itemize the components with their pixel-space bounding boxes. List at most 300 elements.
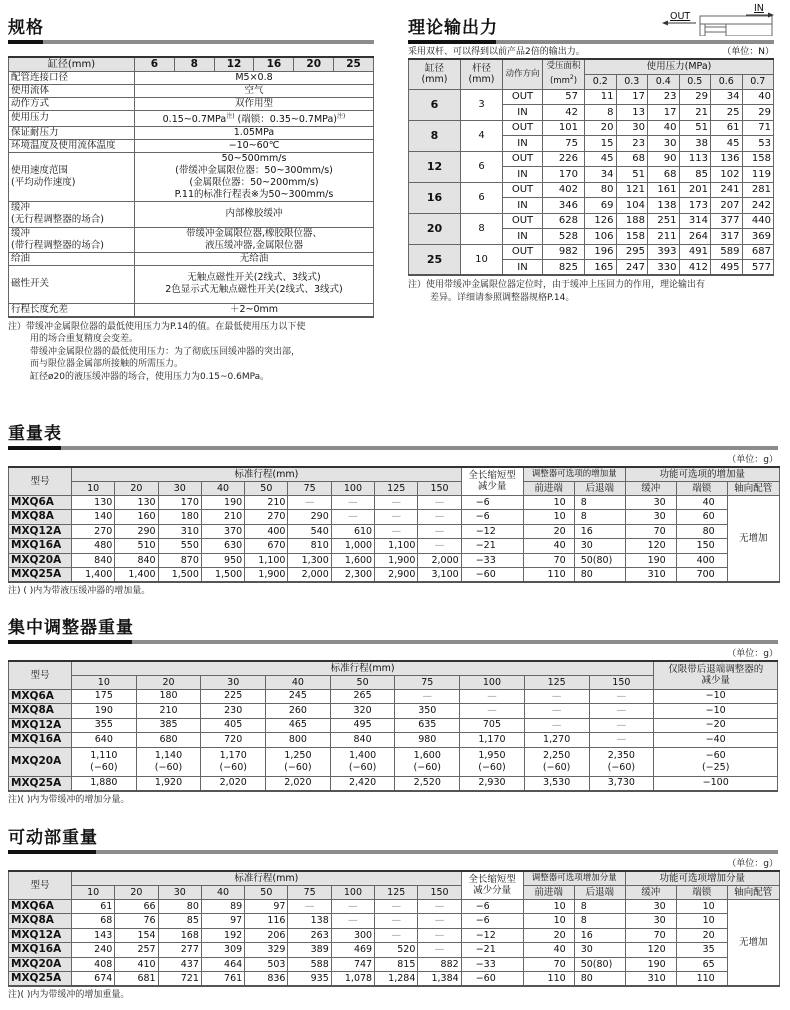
force-cell: 138 xyxy=(648,198,680,214)
stroke-col-header: 150 xyxy=(418,481,461,495)
function-option-header: 功能可选项的增加量 xyxy=(625,467,779,481)
output-note-line: 注）使用带缓冲金属限位器定位时，由于缓冲上压回力的作用，理论输出有 xyxy=(408,280,706,290)
adjuster-sub-header: 后退端 xyxy=(574,481,625,495)
force-cell: 136 xyxy=(711,151,743,167)
value-cell: — xyxy=(418,495,461,510)
axial-cell: 无增加 xyxy=(727,495,779,582)
value-cell: 950 xyxy=(201,553,244,568)
area-cell: 982 xyxy=(543,244,585,260)
force-cell: 8 xyxy=(585,105,617,121)
spec-bore-header: 16 xyxy=(254,57,294,71)
value-cell: — xyxy=(418,928,461,943)
cushion-cell: 70 xyxy=(625,928,676,943)
area-cell: 42 xyxy=(543,105,585,121)
output-row xyxy=(409,213,774,229)
spec-bore-header: 6 xyxy=(135,57,175,71)
value-cell: 674 xyxy=(72,972,115,987)
reduce-cell: −60 (−25) xyxy=(654,747,778,776)
lock-cell: 35 xyxy=(676,943,727,958)
model-cell: MXQ20A xyxy=(9,747,72,776)
area-cell: 528 xyxy=(543,229,585,245)
table-row xyxy=(9,957,780,972)
cushion-cell: 120 xyxy=(625,539,676,554)
stroke-col-header: 30 xyxy=(158,885,201,899)
force-cell: 11 xyxy=(585,89,617,105)
value-cell: 190 xyxy=(72,704,137,719)
value-cell: 1,900 xyxy=(375,553,418,568)
spec-row xyxy=(9,139,374,152)
stroke-header: 标准行程(mm) xyxy=(72,467,462,481)
spec-row-label: 保证耐压力 xyxy=(9,126,135,139)
value-cell: — xyxy=(418,914,461,929)
value-cell: 80 xyxy=(158,899,201,914)
value-cell: 480 xyxy=(72,539,115,554)
value-cell: — xyxy=(460,704,525,719)
back-cell: 8 xyxy=(574,510,625,525)
force-cell: 251 xyxy=(648,213,680,229)
forward-cell: 10 xyxy=(523,495,574,510)
table-row xyxy=(9,495,780,510)
value-cell: 140 xyxy=(72,510,115,525)
stroke-col-header: 30 xyxy=(158,481,201,495)
table-row xyxy=(9,704,778,719)
spec-bore-header: 20 xyxy=(294,57,334,71)
force-cell: 45 xyxy=(711,136,743,152)
adjuster-note: 注)( )内为带缓冲的增加分量。 xyxy=(8,794,130,805)
force-cell: 491 xyxy=(679,244,711,260)
value-cell: 2,020 xyxy=(266,776,331,791)
forward-cell: 110 xyxy=(523,972,574,987)
spec-row-value: ＋2~0mm xyxy=(135,303,374,317)
cushion-cell: 190 xyxy=(625,553,676,568)
forward-cell: 40 xyxy=(523,943,574,958)
force-cell: 68 xyxy=(616,151,648,167)
value-cell: — xyxy=(375,524,418,539)
model-cell: MXQ20A xyxy=(9,957,72,972)
stroke-col-header: 20 xyxy=(115,885,158,899)
value-cell: 495 xyxy=(330,718,395,733)
spec-note-line: 带缓冲金属限位器的最低使用压力：为了彻底压回缓冲器的突出部， xyxy=(30,346,301,357)
rod-cell: 4 xyxy=(461,120,503,151)
out-label: OUT xyxy=(670,11,691,22)
output-unit: （单位：N） xyxy=(722,47,774,57)
value-cell: 240 xyxy=(72,943,115,958)
short-cell: −6 xyxy=(461,899,523,914)
stroke-col-header: 50 xyxy=(245,481,288,495)
stroke-col-header: 20 xyxy=(136,675,201,689)
force-cell: 85 xyxy=(679,167,711,183)
force-cell: 29 xyxy=(679,89,711,105)
spec-row xyxy=(9,265,374,303)
table-row xyxy=(9,510,780,525)
model-cell: MXQ8A xyxy=(9,914,72,929)
forward-cell: 20 xyxy=(523,524,574,539)
lock-cell: 700 xyxy=(676,568,727,583)
force-cell: 45 xyxy=(585,151,617,167)
table-row xyxy=(9,943,780,958)
force-cell: 188 xyxy=(616,213,648,229)
weight-title: 重量表 xyxy=(8,424,62,444)
table-row xyxy=(9,899,780,914)
bore-cell: 16 xyxy=(409,182,461,213)
lock-cell: 65 xyxy=(676,957,727,972)
spec-notes xyxy=(8,321,388,384)
value-cell: 68 xyxy=(72,914,115,929)
force-cell: 495 xyxy=(711,260,743,276)
value-cell: 800 xyxy=(266,733,331,748)
adjuster-table xyxy=(8,660,778,792)
adjuster-unit: （单位：g） xyxy=(727,649,778,659)
force-cell: 23 xyxy=(616,136,648,152)
value-cell: 206 xyxy=(245,928,288,943)
stroke-col-header: 30 xyxy=(201,675,266,689)
spec-table xyxy=(8,56,374,318)
short-cell: −12 xyxy=(461,928,523,943)
value-cell: 2,300 xyxy=(331,568,374,583)
model-cell: MXQ20A xyxy=(9,553,72,568)
weight-section xyxy=(8,424,778,598)
area-cell: 75 xyxy=(543,136,585,152)
short-cell: −12 xyxy=(461,524,523,539)
force-cell: 69 xyxy=(585,198,617,214)
model-header: 型号 xyxy=(9,467,72,495)
value-cell: 61 xyxy=(72,899,115,914)
back-cell: 8 xyxy=(574,495,625,510)
value-cell: 761 xyxy=(201,972,244,987)
bore-cell: 25 xyxy=(409,244,461,275)
model-cell: MXQ6A xyxy=(9,689,72,704)
cushion-cell: 30 xyxy=(625,899,676,914)
force-cell: 242 xyxy=(742,198,774,214)
force-cell: 196 xyxy=(585,244,617,260)
reduce-cell: −10 xyxy=(654,704,778,719)
direction-cell: OUT xyxy=(503,89,543,105)
value-cell: 1,170 xyxy=(460,733,525,748)
spec-row xyxy=(9,110,374,126)
table-row xyxy=(9,733,778,748)
value-cell: — xyxy=(418,510,461,525)
value-cell: 130 xyxy=(72,495,115,510)
value-cell: 89 xyxy=(201,899,244,914)
stroke-col-header: 125 xyxy=(524,675,589,689)
area-cell: 57 xyxy=(543,89,585,105)
force-cell: 247 xyxy=(616,260,648,276)
value-cell: — xyxy=(418,539,461,554)
output-subtitle: 采用双杆、可以得到以前产品2倍的输出力。 xyxy=(408,47,585,57)
value-cell: 154 xyxy=(115,928,158,943)
value-cell: 2,930 xyxy=(460,776,525,791)
reduce-cell: −20 xyxy=(654,718,778,733)
value-cell: — xyxy=(375,510,418,525)
output-notes xyxy=(408,279,774,304)
force-cell: 34 xyxy=(585,167,617,183)
value-cell: 1,600 xyxy=(331,553,374,568)
direction-header: 动作方向 xyxy=(503,59,543,89)
spec-row-value: −10~60℃ xyxy=(135,139,374,152)
force-cell: 25 xyxy=(711,105,743,121)
value-cell: 1,384 xyxy=(418,972,461,987)
back-cell: 8 xyxy=(574,914,625,929)
table-row xyxy=(9,776,778,791)
stroke-header: 标准行程(mm) xyxy=(72,871,462,885)
cushion-cell: 310 xyxy=(625,568,676,583)
force-cell: 281 xyxy=(742,182,774,198)
adjuster-title-rule xyxy=(8,640,778,644)
value-cell: — xyxy=(589,718,654,733)
value-cell: 180 xyxy=(136,689,201,704)
output-row xyxy=(409,244,774,260)
direction-cell: OUT xyxy=(503,244,543,260)
spec-row-label: 使用速度范围 (平均动作速度) xyxy=(9,152,135,201)
value-cell: — xyxy=(589,704,654,719)
table-row xyxy=(9,747,778,776)
value-cell: 2,250 (−60) xyxy=(524,747,589,776)
cushion-cell: 30 xyxy=(625,510,676,525)
model-cell: MXQ8A xyxy=(9,704,72,719)
spec-row-label: 配管连接口径 xyxy=(9,71,135,84)
value-cell: 130 xyxy=(115,495,158,510)
value-cell: 610 xyxy=(331,524,374,539)
force-cell: 317 xyxy=(711,229,743,245)
back-cell: 30 xyxy=(574,539,625,554)
stroke-col-header: 10 xyxy=(72,675,137,689)
lock-cell: 400 xyxy=(676,553,727,568)
force-cell: 34 xyxy=(711,89,743,105)
force-cell: 211 xyxy=(648,229,680,245)
value-cell: 1,900 xyxy=(245,568,288,583)
function-sub-header: 缓冲 xyxy=(625,481,676,495)
value-cell: 355 xyxy=(72,718,137,733)
table-row xyxy=(9,972,780,987)
pressure-col-header: 0.5 xyxy=(679,74,711,89)
value-cell: 170 xyxy=(158,495,201,510)
spec-row-value: 0.15~0.7MPa$^{注)}$ (端锁：0.35~0.7MPa)$^{注)}$ xyxy=(135,110,374,126)
short-header: 全长缩短型 减少分量 xyxy=(461,871,523,899)
back-cell: 50(80) xyxy=(574,553,625,568)
force-cell: 29 xyxy=(742,105,774,121)
function-sub-header: 端锁 xyxy=(676,481,727,495)
area-cell: 402 xyxy=(543,182,585,198)
force-cell: 121 xyxy=(616,182,648,198)
spec-note-line: 而与限位器金属部所接触的所需压力。 xyxy=(30,359,184,370)
value-cell: — xyxy=(418,899,461,914)
value-cell: 630 xyxy=(201,539,244,554)
forward-cell: 20 xyxy=(523,928,574,943)
short-cell: −60 xyxy=(461,568,523,583)
function-sub-header: 缓冲 xyxy=(625,885,676,899)
function-sub-header: 端锁 xyxy=(676,885,727,899)
value-cell: 1,600 (−60) xyxy=(395,747,460,776)
stroke-col-header: 75 xyxy=(288,885,331,899)
area-cell: 226 xyxy=(543,151,585,167)
value-cell: 588 xyxy=(288,957,331,972)
value-cell: 3,100 xyxy=(418,568,461,583)
value-cell: — xyxy=(524,704,589,719)
model-cell: MXQ16A xyxy=(9,943,72,958)
lock-cell: 40 xyxy=(676,495,727,510)
spec-row-value: 无给油 xyxy=(135,252,374,265)
force-cell: 23 xyxy=(648,89,680,105)
force-cell: 295 xyxy=(616,244,648,260)
spec-row-label: 缓冲 (带行程调整器的场合) xyxy=(9,227,135,252)
area-cell: 628 xyxy=(543,213,585,229)
force-cell: 51 xyxy=(616,167,648,183)
value-cell: 935 xyxy=(288,972,331,987)
force-cell: 113 xyxy=(679,151,711,167)
value-cell: 840 xyxy=(330,733,395,748)
output-title: 理论输出力 xyxy=(408,18,498,38)
area-cell: 346 xyxy=(543,198,585,214)
direction-cell: OUT xyxy=(503,182,543,198)
weight-unit: （单位：g） xyxy=(727,455,778,465)
value-cell: 309 xyxy=(201,943,244,958)
pressure-col-header: 0.6 xyxy=(711,74,743,89)
model-header: 型号 xyxy=(9,871,72,899)
force-cell: 589 xyxy=(711,244,743,260)
spec-row-value: 双作用型 xyxy=(135,97,374,110)
value-cell: 290 xyxy=(115,524,158,539)
weight-title-rule xyxy=(8,446,778,450)
moving-title: 可动部重量 xyxy=(8,828,98,848)
spec-section xyxy=(8,18,374,383)
force-cell: 158 xyxy=(616,229,648,245)
pressure-col-header: 0.3 xyxy=(616,74,648,89)
moving-table xyxy=(8,870,780,987)
value-cell: 747 xyxy=(331,957,374,972)
value-cell: — xyxy=(524,689,589,704)
value-cell: 310 xyxy=(158,524,201,539)
value-cell: 1,500 xyxy=(158,568,201,583)
spec-row-label: 缓冲 (无行程调整器的场合) xyxy=(9,201,135,227)
moving-section xyxy=(8,828,778,1002)
table-row xyxy=(9,689,778,704)
force-cell: 104 xyxy=(616,198,648,214)
adjuster-title: 集中调整器重量 xyxy=(8,618,134,638)
forward-cell: 110 xyxy=(523,568,574,583)
direction-cell: OUT xyxy=(503,213,543,229)
adjuster-section xyxy=(8,618,778,806)
value-cell: 1,100 xyxy=(375,539,418,554)
forward-cell: 10 xyxy=(523,914,574,929)
value-cell: 385 xyxy=(136,718,201,733)
rod-cell: 6 xyxy=(461,182,503,213)
value-cell: 210 xyxy=(201,510,244,525)
table-row xyxy=(9,568,780,583)
value-cell: 469 xyxy=(331,943,374,958)
value-cell: — xyxy=(418,943,461,958)
value-cell: 1,500 xyxy=(201,568,244,583)
axial-cell: 无增加 xyxy=(727,899,779,986)
output-table xyxy=(408,58,774,276)
area-cell: 170 xyxy=(543,167,585,183)
short-cell: −6 xyxy=(461,914,523,929)
value-cell: — xyxy=(375,899,418,914)
spec-row-value: 空气 xyxy=(135,84,374,97)
value-cell: 3,730 xyxy=(589,776,654,791)
value-cell: — xyxy=(331,914,374,929)
cushion-cell: 120 xyxy=(625,943,676,958)
stroke-header: 标准行程(mm) xyxy=(72,661,654,675)
value-cell: 1,400 xyxy=(115,568,158,583)
value-cell: 980 xyxy=(395,733,460,748)
value-cell: 76 xyxy=(115,914,158,929)
value-cell: 1,100 xyxy=(245,553,288,568)
force-cell: 106 xyxy=(585,229,617,245)
value-cell: 116 xyxy=(245,914,288,929)
value-cell: 168 xyxy=(158,928,201,943)
pressure-col-header: 0.2 xyxy=(585,74,617,89)
value-cell: 408 xyxy=(72,957,115,972)
value-cell: 1,920 xyxy=(136,776,201,791)
short-cell: −6 xyxy=(461,495,523,510)
force-cell: 20 xyxy=(585,120,617,136)
spec-row xyxy=(9,126,374,139)
value-cell: 400 xyxy=(245,524,288,539)
force-cell: 207 xyxy=(711,198,743,214)
force-cell: 330 xyxy=(648,260,680,276)
value-cell: 840 xyxy=(115,553,158,568)
stroke-col-header: 40 xyxy=(201,885,244,899)
value-cell: — xyxy=(395,689,460,704)
value-cell: 464 xyxy=(201,957,244,972)
value-cell: 290 xyxy=(288,510,331,525)
area-header: 受压面积 $(mm^2)$ xyxy=(543,59,585,89)
lock-cell: 110 xyxy=(676,972,727,987)
value-cell: 143 xyxy=(72,928,115,943)
spec-row-label: 环境温度及使用流体温度 xyxy=(9,139,135,152)
spec-row-value: 1.05MPa xyxy=(135,126,374,139)
value-cell: 550 xyxy=(158,539,201,554)
value-cell: 405 xyxy=(201,718,266,733)
forward-cell: 10 xyxy=(523,510,574,525)
value-cell: 350 xyxy=(395,704,460,719)
value-cell: 810 xyxy=(288,539,331,554)
in-label: IN xyxy=(754,3,764,14)
model-cell: MXQ25A xyxy=(9,568,72,583)
spec-row-value: M5×0.8 xyxy=(135,71,374,84)
force-cell: 165 xyxy=(585,260,617,276)
value-cell: 175 xyxy=(72,689,137,704)
output-note-line: 差异。详细请参照调整器规格P.14。 xyxy=(430,292,575,303)
pressure-col-header: 0.7 xyxy=(742,74,774,89)
value-cell: 870 xyxy=(158,553,201,568)
force-cell: 30 xyxy=(648,136,680,152)
force-cell: 80 xyxy=(585,182,617,198)
value-cell: 225 xyxy=(201,689,266,704)
value-cell: 270 xyxy=(245,510,288,525)
force-cell: 687 xyxy=(742,244,774,260)
direction-cell: OUT xyxy=(503,151,543,167)
table-row xyxy=(9,718,778,733)
value-cell: 370 xyxy=(201,524,244,539)
value-cell: 260 xyxy=(266,704,331,719)
output-section xyxy=(408,3,774,304)
pressure-header: 使用压力(MPa) xyxy=(585,59,774,74)
force-cell: 161 xyxy=(648,182,680,198)
weight-note: 注) ( )内为带液压缓冲器的增加量。 xyxy=(8,586,151,596)
value-cell: 437 xyxy=(158,957,201,972)
stroke-col-header: 50 xyxy=(330,675,395,689)
lock-cell: 10 xyxy=(676,899,727,914)
force-cell: 126 xyxy=(585,213,617,229)
value-cell: 3,530 xyxy=(524,776,589,791)
value-cell: — xyxy=(375,928,418,943)
stroke-col-header: 10 xyxy=(72,481,115,495)
value-cell: 270 xyxy=(72,524,115,539)
reduce-cell: −40 xyxy=(654,733,778,748)
lock-cell: 80 xyxy=(676,524,727,539)
table-row xyxy=(9,524,780,539)
